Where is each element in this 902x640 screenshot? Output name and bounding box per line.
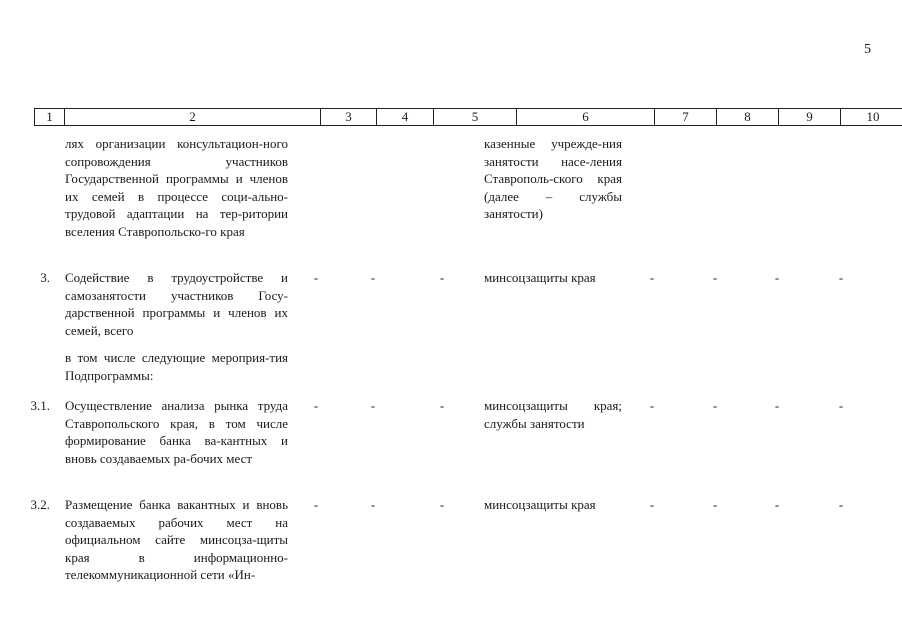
row-executor: минсоцзащиты края; службы занятости (484, 398, 622, 431)
row-col5-value: - (439, 270, 445, 285)
row-col8-value: - (712, 398, 718, 413)
row-col5-value: - (439, 398, 445, 413)
column-header-10: 10 (841, 109, 902, 126)
row-col7-value: - (649, 497, 655, 512)
row-col9-value: - (774, 270, 780, 285)
row-executor: казенные учрежде-ния занятости насе-ления Ставрополь-ского края (далее – службы занятости) (484, 136, 622, 221)
row-col4-value: - (370, 497, 376, 512)
row-col3-value: - (313, 270, 319, 285)
row-description: Содействие в трудоустройстве и самозанятости участников Госу-дарственной программы и членов их семей, всего (65, 270, 288, 338)
row-col7-value: - (649, 270, 655, 285)
column-header-7: 7 (655, 109, 717, 126)
column-header-9: 9 (779, 109, 841, 126)
row-col9-value: - (774, 398, 780, 413)
row-col9-value: - (774, 497, 780, 512)
row-executor: минсоцзащиты края (484, 497, 596, 512)
row-number: 3.2. (30, 497, 50, 512)
row-col3-value: - (313, 497, 319, 512)
row-col5-value: - (439, 497, 445, 512)
row-executor: минсоцзащиты края (484, 270, 596, 285)
column-header-6: 6 (517, 109, 655, 126)
row-col10-value: - (838, 270, 844, 285)
row-description: лях организации консультацион-ного сопровождения участников Государственной программы и членов их семей в процессе соци-ально-трудовой адаптации на тер-ритории вселения Ставропольско-го края (65, 136, 288, 239)
row-col3-value: - (313, 398, 319, 413)
column-header-5: 5 (434, 109, 517, 126)
row-col10-value: - (838, 497, 844, 512)
row-description: в том числе следующие мероприя-тия Подпрограммы: (65, 350, 288, 383)
row-col10-value: - (838, 398, 844, 413)
column-header-row (34, 108, 902, 126)
column-header-8: 8 (717, 109, 779, 126)
row-col7-value: - (649, 398, 655, 413)
column-header-1: 1 (35, 109, 65, 126)
row-number: 3. (40, 270, 50, 285)
column-header-4: 4 (377, 109, 434, 126)
row-number: 3.1. (30, 398, 50, 413)
row-description: Размещение банка вакантных и вновь создаваемых рабочих мест на официальном сайте минсоцза-щиты края в информационно-телекоммуникационной сети «Ин- (65, 497, 288, 582)
row-col4-value: - (370, 398, 376, 413)
row-col8-value: - (712, 270, 718, 285)
column-header-3: 3 (321, 109, 377, 126)
row-description: Осуществление анализа рынка труда Ставропольского края, в том числе формирование банка ва-кантных и вновь создаваемых ра-бочих мест (65, 398, 288, 466)
row-col4-value: - (370, 270, 376, 285)
row-col8-value: - (712, 497, 718, 512)
page-number: 5 (864, 42, 871, 57)
column-header-2: 2 (65, 109, 321, 126)
